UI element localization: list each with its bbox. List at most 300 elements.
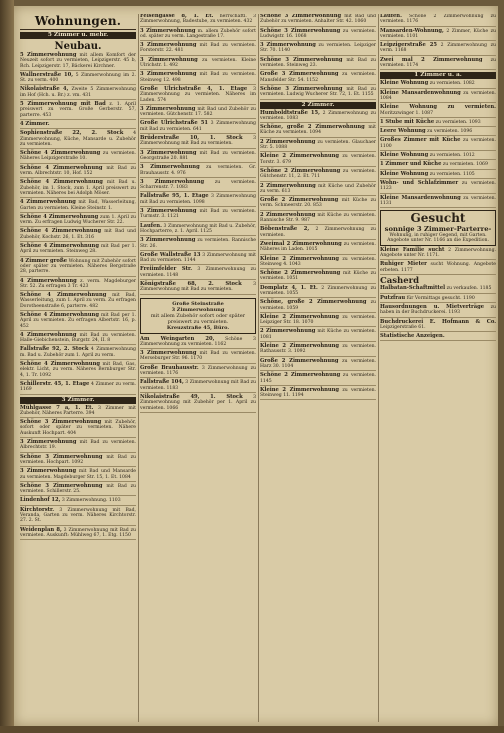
ad-body: Schöne 3 Zimmerwohnung zu vermieten. 1162 — [140, 336, 256, 347]
ad-body: zu vermieten. Leipziger Str. 70. 1140 — [260, 43, 376, 54]
ad-headline: Große Wallstraße 13 — [140, 251, 201, 258]
ad-body: mit Bad zu vermieten. Georgstraße 20. 881 — [140, 150, 256, 161]
ad-headline: 5 Zimmerwohnung — [20, 52, 77, 58]
ad-headline: Wohn- und Schlafzimmer — [380, 179, 459, 186]
classified-ad — [260, 140, 376, 153]
ad-headline: 3 Zimmerwohnung — [20, 439, 77, 446]
box-line: Große Steinstraße — [172, 300, 224, 307]
ad-body: Leipzigerstraße 61. — [380, 324, 426, 330]
ad-body: 3 Zimmer mit Zubehör, Näheres Parterre. 394 — [20, 405, 136, 416]
classified-ad — [20, 259, 136, 277]
column-rule — [378, 14, 379, 722]
ad-headline: Große 3 Zimmerwohnung — [260, 71, 339, 78]
ad-body: sucht Wohnung. Angebote erbeten. 1177 — [380, 262, 496, 273]
ad-body: zu vermieten. Rannische Str. 26. — [140, 238, 256, 249]
ad-body: 2 Zimmerwohnung zu vermieten. 1055 — [260, 285, 376, 296]
ad-headline: 3 Zimmerwohnung — [140, 237, 196, 244]
ad-headline: Kleine Wohnung — [380, 80, 429, 87]
ad-body: zu vermieten. 1100 — [380, 138, 496, 149]
ad-body: 3 Zimmerwohnung. 1103 — [61, 498, 121, 504]
ad-body: zu vermieten. 1069 — [442, 162, 488, 168]
ad-headline: 3 Zimmerwohnung — [140, 350, 197, 357]
classified-ad — [260, 300, 376, 313]
ad-list — [380, 14, 496, 70]
ad-headline: 4 Zimmer. — [20, 120, 50, 127]
ad-headline: Schöne 3 Zimmerwohnung — [20, 482, 103, 489]
section-band-2-zimmer: 2 Zimmer. — [260, 102, 376, 109]
ad-headline: Schöne 4 Zimmerwohnung — [20, 164, 103, 171]
ad-body: 3 Zimmerwohnung mit Bad zu vermieten. 1183 — [140, 380, 256, 391]
classified-ad — [140, 267, 256, 280]
ad-headline: Kleine 2 Zimmerwohnung — [260, 343, 340, 350]
classified-ad — [140, 136, 256, 149]
classified-ad — [380, 334, 496, 341]
ad-body: zu vermieten. Gr. Brauhausstr. 4. 976 — [140, 165, 256, 176]
classified-ad — [260, 87, 376, 100]
ad-headline: Nikolaistraße 4, — [20, 86, 69, 93]
ad-headline: Schöne 2 Zimmerwohnung — [260, 270, 341, 277]
neubau-heading: Neubau. — [54, 41, 102, 52]
ad-headline: Schöne 4 Zimmerwohnung — [20, 150, 101, 157]
classified-ad — [380, 296, 496, 303]
ad-headline: Schöne 4 Zimmerwohnung — [20, 213, 99, 220]
ad-body: 2 Zimmerwohnung zu verm. 1168 — [380, 43, 496, 54]
ad-headline: Brüderstraße 10, 1. Stock — [140, 135, 243, 142]
classified-ad — [140, 165, 256, 178]
ad-list — [380, 81, 496, 208]
ad-body: mit Bad zu vermieten. Schillerstr. 25. — [20, 483, 136, 495]
ad-headline: 5 Zimmerwohnung mit Bad — [20, 101, 106, 108]
ad-headline: Laufen. — [380, 14, 402, 19]
ad-body: zu vermieten. Gütchenstr. 11, 2. Et. 711 — [260, 168, 376, 180]
classified-ad — [380, 196, 496, 209]
ad-headline: 3 Zimmerwohnung — [260, 42, 316, 49]
ad-body: mit Bad per 1. April zu vermieten. Zu erfragen Albertstr. 16, p. 452 — [20, 312, 136, 329]
classified-ad — [380, 153, 496, 160]
classified-ad — [140, 72, 256, 85]
column-4 — [380, 14, 496, 722]
ad-body: zu vermieten. 1145 — [260, 373, 376, 384]
classified-ad — [260, 198, 376, 211]
classified-ad — [20, 166, 136, 179]
classified-ad — [260, 388, 376, 401]
classified-ad — [140, 14, 256, 27]
ad-headline: 3 Zimmerwohnung — [20, 468, 77, 475]
binding-edge — [0, 0, 14, 733]
ad-body: mit Bad zu vermieten. Ludwig Wucherer Str. 72, 1. Et. 1155 — [260, 86, 376, 98]
classified-ad — [20, 508, 136, 526]
classified-ad — [260, 344, 376, 357]
ad-headline: Hausordnungen u. Mietverträge — [380, 304, 485, 310]
ad-body: zu vermieten. 1084 — [380, 90, 496, 101]
classified-ad — [140, 107, 256, 120]
ad-headline: Schöne 3 Zimmerwohnung — [260, 85, 343, 92]
classified-ad — [380, 248, 496, 261]
classified-ad — [260, 43, 376, 56]
ad-body: zu vermieten. Steinweg 4. 1043 — [260, 256, 376, 267]
ad-headline: Große Ulrichstraße 4, 1. Etage — [140, 85, 248, 92]
ad-headline: 4 Zimmerwohnung — [20, 331, 77, 338]
ad-body: mit Küche und Zubehör zu verm. 613 — [260, 183, 376, 194]
ad-body: 2 Zimmerwohnung zu vermieten. 1083 — [260, 110, 376, 121]
classified-ad — [20, 420, 136, 438]
ad-body: z. verm. Magdeburger Str. 52. Zu erfragen 3 Tr. 423 — [20, 278, 136, 289]
ad-body: mit Zubehör, sofort oder später zu vermieten. Nähere Auskunft Hochpart. 404 — [20, 420, 136, 436]
ad-body: zum 1. April zu verm. Zu erfragen Ludwig Wucherer Str. 22. — [20, 214, 136, 226]
ad-headline: Laufen. — [140, 222, 162, 229]
classified-ad — [20, 455, 136, 468]
classified-ad — [140, 151, 256, 164]
ad-headline: Schöne 2 Zimmerwohnung — [260, 372, 341, 379]
ad-headline: 4 Zimmerwohnung — [20, 277, 77, 284]
ad-headline: Leere Wohnung — [380, 128, 426, 135]
ad-headline: Schöne 4 Zimmerwohnung — [20, 311, 99, 318]
gesucht-text: Wohnung, in ruhiger Gegend, mit Garten. Angebote unter Nr. 1166 an die Expedition. — [387, 233, 489, 244]
classified-ad — [20, 229, 136, 242]
ad-body: zu vermieten. Näheres im Laden. 1015 — [260, 241, 376, 253]
box-line: mit allem Zubehör sofort oder später preiswert zu vermieten. — [150, 312, 246, 325]
ad-body: zu vermieten. 1131 — [380, 195, 496, 206]
ad-body: mit Küche zu vermieten. Rannische Str. 9. 987 — [260, 212, 376, 224]
ad-headline: Schillerstr. 45, 1. Etage — [20, 380, 90, 387]
ad-body: mit Küche zu verm. Schmeerstr. 20. 853 — [260, 198, 376, 209]
ad-body: 4 Zimmerwohnung m. Bad u. Zubehör zum 1. April zu verm. — [20, 347, 136, 358]
classified-ad — [380, 120, 496, 127]
classified-ad — [140, 253, 256, 266]
ad-headline: 1 Zimmer und Küche — [380, 161, 442, 168]
ad-body: mit allem Komfort der Neuzeit sofort zu vermieten, Leipzigerstr. 45 b, Rch. Leipzigerstr. 17, Bäckerei Kirchner. — [20, 53, 136, 69]
ad-body: zu vermieten. Steinweg 11. 1194 — [260, 387, 376, 399]
classified-ad — [140, 380, 256, 393]
classified-ad — [20, 244, 136, 257]
classified-ad — [20, 382, 136, 395]
ad-body: 3 Zimmerwohnung mit Bad zu vermieten. 1144 — [140, 252, 256, 264]
ad-body: zu vermieten. Harz 30. 1104 — [260, 358, 376, 369]
ad-headline: Schöne 3 Zimmerwohnung — [260, 14, 342, 19]
ad-headline: Felsengasse 8, 1. Et. — [140, 14, 214, 19]
classified-ad — [260, 154, 376, 167]
ad-body: zu vermieten. 1105 — [429, 171, 475, 177]
column-2 — [140, 14, 256, 722]
ad-body: mit Bad und Zubehör zu vermieten. Anhalter Str. 42. 1060 — [260, 14, 376, 25]
ad-headline: Freiimfelder Str. — [140, 266, 193, 273]
ad-headline: Kleine Mansardenwohnung — [380, 194, 461, 201]
ad-headline: Schöne 4 Zimmerwohnung — [20, 243, 99, 250]
classified-ad — [260, 373, 376, 386]
ad-body: zu vermieten. 1059 — [260, 300, 376, 311]
ad-body: zu vermieten. Mansfelder Str. 54. 1152 — [260, 72, 376, 83]
classified-ad — [380, 320, 496, 333]
section-band-1-zimmer: 1 Zimmer u. a. — [380, 72, 496, 79]
classified-ad — [380, 129, 496, 136]
classified-ad — [20, 347, 136, 360]
ad-headline: Am Weingarten 20, — [140, 335, 215, 342]
ad-body: mit Bad und Zubehör zu vermieten. Gütchenstr. 17. 582 — [140, 106, 256, 118]
classified-ad — [140, 224, 256, 237]
ad-headline: 3 Zimmerwohnung — [140, 71, 197, 78]
ad-body: Moritzzwinger 1. 1087 — [380, 110, 434, 116]
ad-body: 3 Zimmerwohnung zu vermieten. 1176 — [140, 365, 256, 377]
classified-ad — [20, 131, 136, 149]
classified-ad — [380, 172, 496, 179]
gesucht-title: Gesucht — [410, 211, 466, 226]
classified-ad — [20, 180, 136, 198]
ad-body: für Vormittags gesucht. 1190 — [406, 295, 475, 301]
classified-ad — [140, 29, 256, 42]
ad-headline: 3 Zimmerwohnung — [140, 208, 197, 215]
ad-list — [380, 286, 496, 341]
ad-headline: 3 Zimmerwohnung — [140, 164, 200, 171]
ad-headline: Humboldtstraße 15, — [260, 109, 320, 116]
ad-body: 3 Zimmerwohnung mit Bad zu vermieten. — [140, 136, 256, 147]
classified-ad — [260, 111, 376, 124]
ad-headline: Kleine 2 Zimmerwohnung — [260, 255, 340, 262]
ad-headline: Kleine 2 Zimmerwohnung — [260, 313, 340, 320]
classified-ad — [140, 351, 256, 364]
ad-body: mit Bad zu vermieten. Forsterstr. 22. 481 — [140, 43, 256, 54]
classified-ad — [20, 102, 136, 120]
classified-ad — [260, 271, 376, 284]
classified-ad — [260, 213, 376, 226]
ad-headline: Putzfrau — [380, 294, 406, 301]
classified-ad — [380, 14, 496, 27]
ad-body: 3 Zimmerwohnung mit Bad u. Zubehör, Hochparterre, z. 1. April. 1125 — [140, 223, 256, 234]
classified-ad — [260, 315, 376, 328]
classified-ad — [380, 138, 496, 151]
ad-list — [140, 14, 256, 295]
ad-body: mit Bad zu vermieten. Hochpart. 1092 — [20, 454, 136, 465]
ad-body: zu vermieten. 1096 — [427, 129, 473, 135]
ad-body: zu vermieten. Leipziger Str. 18. 1070 — [260, 314, 376, 326]
ad-headline: Kleine Mansardenwohnung — [380, 89, 461, 96]
classified-ad — [140, 87, 256, 105]
ad-body: 4 Zimmer zu verm. 1169 — [20, 381, 136, 393]
ad-body: zu vermieten. 1082 — [429, 81, 475, 87]
ad-list — [260, 111, 376, 401]
classified-ad — [260, 184, 376, 197]
ad-headline: Schöne 4 Zimmerwohnung — [20, 361, 100, 368]
classified-ad — [20, 469, 136, 482]
classified-ad — [20, 313, 136, 331]
ad-headline: Schöne 3 Zimmerwohnung — [260, 27, 341, 34]
ad-body: mit Bad, Wasserleitung, zum 1. April zu verm. Zu erfragen Dorotheenstraße 6, parterre. 482 — [20, 293, 136, 309]
classified-ad — [380, 105, 496, 118]
ad-headline: 2 Zimmerwohnung — [260, 182, 316, 189]
classified-ad — [260, 29, 376, 42]
ad-headline: Schöne 3 Zimmerwohnung — [20, 419, 102, 426]
ad-headline: Leipzigerstraße 25 — [380, 42, 437, 49]
ad-body: m. allem Zubehör sofort od. später zu verm. Langestraße 17. — [140, 28, 256, 39]
classified-ad — [260, 359, 376, 372]
classified-ad — [380, 286, 496, 293]
ad-body: 5 Zimmerwohnung im 2. St. zu verm. 400 — [20, 72, 136, 84]
ad-headline: Fallstraße 95, 1. Etage — [140, 193, 209, 200]
column-rule — [258, 14, 259, 722]
ad-headline: Fallstraße 104, — [140, 379, 184, 386]
classified-ad — [380, 305, 496, 318]
ad-body: 4 Zimmerwohnung, Küche, Mansarde u. Zubehör zu vermieten. — [20, 131, 136, 147]
ad-body: mit Bad zu vermieten. Turmstr. 3. 1121 — [140, 209, 256, 220]
ad-headline: 3 Zimmerwohnung — [140, 105, 196, 112]
ad-list — [20, 53, 136, 395]
classified-ad — [20, 362, 136, 380]
classified-ad — [140, 180, 256, 193]
ad-headline: 3 Zimmerwohnung — [140, 149, 197, 156]
classified-ad — [140, 395, 256, 413]
classified-ad — [260, 58, 376, 71]
classified-ad — [380, 58, 496, 71]
ad-body: mit Bad und Zubehör, Kochstr. 26, 1. Et. 316 — [20, 229, 136, 240]
classified-ad — [260, 286, 376, 299]
classified-ad — [380, 262, 496, 275]
ad-headline: Kleine 2 Zimmerwohnung — [260, 386, 340, 393]
classified-ad — [20, 200, 136, 213]
ad-body: mit Bad zu vermieten. Albrechtstr. 19. — [20, 440, 136, 451]
ad-list — [260, 14, 376, 100]
ad-body: mit Bad u. Zubehör, im 1. Stock, zum 1. April preiswert zu vermieten. Näheres bei Adolph Möser. — [20, 180, 136, 196]
ad-list — [140, 337, 256, 413]
ad-headline: Lindenhof 12, — [20, 497, 61, 504]
ad-headline: 3 Zimmerwohnung — [140, 178, 205, 185]
classified-ad — [140, 194, 256, 207]
classified-ad — [140, 43, 256, 56]
ad-body: zu haben in der Buchdruckerei. 1193 — [380, 305, 496, 316]
ad-body: mit Küche zu vermieten. 1081 — [260, 329, 376, 340]
ad-headline: Große 2 Zimmerwohnung — [260, 357, 339, 364]
ad-body: zu vermieten. 1093 — [435, 119, 481, 125]
gesucht-subtitle: sonnige 3 Zimmer-Parterre- — [384, 225, 492, 234]
gesucht-advertisement — [380, 210, 496, 246]
classified-ad — [140, 121, 256, 134]
classified-ad — [260, 257, 376, 270]
ad-headline: Ruhiger Mieter — [380, 261, 427, 268]
ad-headline: Statistische Anzeigen. — [380, 333, 445, 340]
classified-ad — [20, 122, 136, 129]
ad-headline: 3 Zimmerwohnung — [140, 27, 196, 34]
ad-headline: 1 Stube mit Küche — [380, 118, 435, 125]
ad-body: mit Bad zu vermieten. Halle-Giebichenstein, Burgstr. 24, II. 8 — [20, 332, 136, 344]
ad-list — [20, 406, 136, 541]
classified-ad — [380, 181, 496, 194]
ad-body: zu vermieten. Kleine Ulrichstr. 1. 492 — [140, 57, 256, 69]
ad-body: mit Bad zu vermieten. Steinweg 23. — [260, 57, 376, 69]
classified-ad — [260, 227, 376, 240]
classified-ad — [140, 366, 256, 379]
ad-body: 3 Zimmerwohnung zu vermieten. Näheres im Laden. 574 — [140, 86, 256, 103]
classified-ad — [20, 279, 136, 292]
classified-ad — [20, 293, 136, 311]
classified-ad — [140, 58, 256, 71]
classified-ad — [380, 162, 496, 169]
ad-body: mit Bad und Mansarde zu vermieten. Magdeburger Str. 15, 1. Et. 1084 — [20, 469, 136, 480]
ad-body: 2 Zimmerwohnung zu vermieten. — [260, 227, 376, 238]
ad-body: zu vermieten. Rathausstr. 3. 1092 — [260, 344, 376, 355]
ad-body: zu vermieten. 1174 — [380, 57, 496, 69]
classified-ad — [140, 337, 256, 350]
classified-ad — [140, 209, 256, 222]
ad-headline: Schöne 4 Zimmerwohnung — [20, 292, 107, 299]
ad-headline: Kirchtorstr. — [20, 506, 55, 513]
column-1 — [20, 14, 136, 722]
ad-headline: Große 2 Zimmerwohnung — [260, 197, 339, 204]
masthead: Wohnungen. — [20, 14, 136, 30]
ad-headline: 2 Zimmerwohnung — [260, 211, 316, 218]
classified-ad — [380, 81, 496, 88]
page-bottom-edge — [0, 726, 504, 733]
section-band-5-zimmer: 5 Zimmer u. mehr. — [20, 32, 136, 39]
classified-ad — [20, 440, 136, 453]
ad-headline: Schöne, große 2 Zimmerwohnung — [260, 124, 365, 131]
ad-headline: 3 Zimmerwohnung — [140, 42, 197, 49]
ad-body: mit Bad per 1. April zu vermieten. Steinweg 28. — [20, 244, 136, 255]
classified-ad — [260, 329, 376, 342]
ad-headline: Mühlgasse 7 a, 1. Et. — [20, 404, 94, 411]
classified-ad — [260, 125, 376, 138]
classified-ad — [20, 528, 136, 541]
ad-headline: Mansarden-Wohnung, — [380, 27, 444, 34]
ad-headline: 2 Zimmerwohnung — [260, 328, 316, 335]
ad-body: 3 Zimmerwohnung mit Bad, Veranda, Garten zu verm. Näheres Kirchtorstr. 27. 2. St. — [20, 507, 136, 524]
classified-ad — [20, 406, 136, 419]
classified-ad — [20, 333, 136, 346]
ad-headline: Schöne 2 Zimmerwohnung — [260, 167, 341, 174]
ad-body: zu verkaufen. 1185 — [446, 286, 492, 292]
ad-headline: Nikolaistraße 49, 1. Stock — [140, 393, 243, 400]
ad-headline: Fallstraße 92, 2. Stock — [20, 346, 89, 353]
ad-body: mit Bad zu vermieten. Merseburger Str. 96. 1170 — [140, 351, 256, 362]
classified-ad — [20, 151, 136, 164]
column-rule — [138, 14, 139, 722]
ad-body: zu vermieten. Ludwigstr. 16. 1068 — [260, 28, 376, 39]
ad-body: 2 Zimmerwohnung. Angebote unter Nr. 1171. — [380, 247, 496, 259]
ad-body: mit Bad, Gas, elektr. Licht, zu verm. Näheres Bernburger Str. 4, 1. Tr. 1092 — [20, 362, 136, 378]
classified-ad — [20, 484, 136, 497]
classified-ad — [20, 73, 136, 86]
classified-ad — [260, 242, 376, 255]
ad-body: 3 Zimmerwohnung mit Bad zu vermieten. 1098 — [140, 194, 256, 205]
ad-headline: Sophienstraße 22, 2. Stock — [20, 130, 124, 137]
ad-headline: Königstraße 68, 2. Stock — [140, 280, 242, 287]
classified-ad — [20, 53, 136, 71]
ad-headline: Kleine Wohnung zu vermieten. — [380, 104, 496, 111]
ad-headline: Schöne 4 Zimmerwohnung — [20, 228, 102, 235]
ad-body: mit Bad, Wasserleitung, Garten zu vermieten. Kleine Steinstr. 1. — [20, 200, 136, 211]
ad-headline: Zwei mal 2 Zimmerwohnung — [380, 56, 483, 63]
classified-ad — [140, 238, 256, 251]
ad-body: mit Küche zu vermieten. 1051 — [260, 271, 376, 282]
classified-ad — [140, 282, 256, 295]
ad-headline: Große Brauhausstr. — [140, 364, 199, 371]
ad-body: Wohnung mit Zubehör sofort oder später zu vermieten. Näheres Bergstraße 28, parterre. — [20, 258, 136, 275]
ad-body: zu vermieten. Torstr. 3. 679 — [260, 154, 376, 165]
ad-headline: Großes Zimmer mit Küche — [380, 137, 461, 144]
ad-headline: Große Ulrichstraße 51 — [140, 120, 208, 127]
classified-ad — [380, 29, 496, 42]
ad-headline: Schöne 4 Zimmerwohnung — [20, 179, 103, 186]
ad-headline: Schöne 3 Zimmerwohnung — [260, 56, 343, 63]
classified-ad — [20, 215, 136, 228]
ad-headline: 4 Zimmer große — [20, 257, 68, 264]
ad-headline: Kleine Familie sucht — [380, 246, 445, 253]
classified-ad — [20, 87, 136, 100]
classified-ad — [260, 169, 376, 182]
ad-headline: Weidenplan 8, — [20, 526, 62, 533]
ad-headline: Schöne 3 Zimmerwohnung — [20, 453, 103, 460]
ad-headline: Halbatan-Schaftmittel — [380, 285, 446, 292]
column-3 — [260, 14, 376, 722]
ad-headline: 2 Zimmerwohnung — [260, 138, 316, 145]
ad-body: Zweite 5 Zimmerwohnung im Hof (Hch. u. Br.) z. vm. 431 — [20, 87, 136, 98]
